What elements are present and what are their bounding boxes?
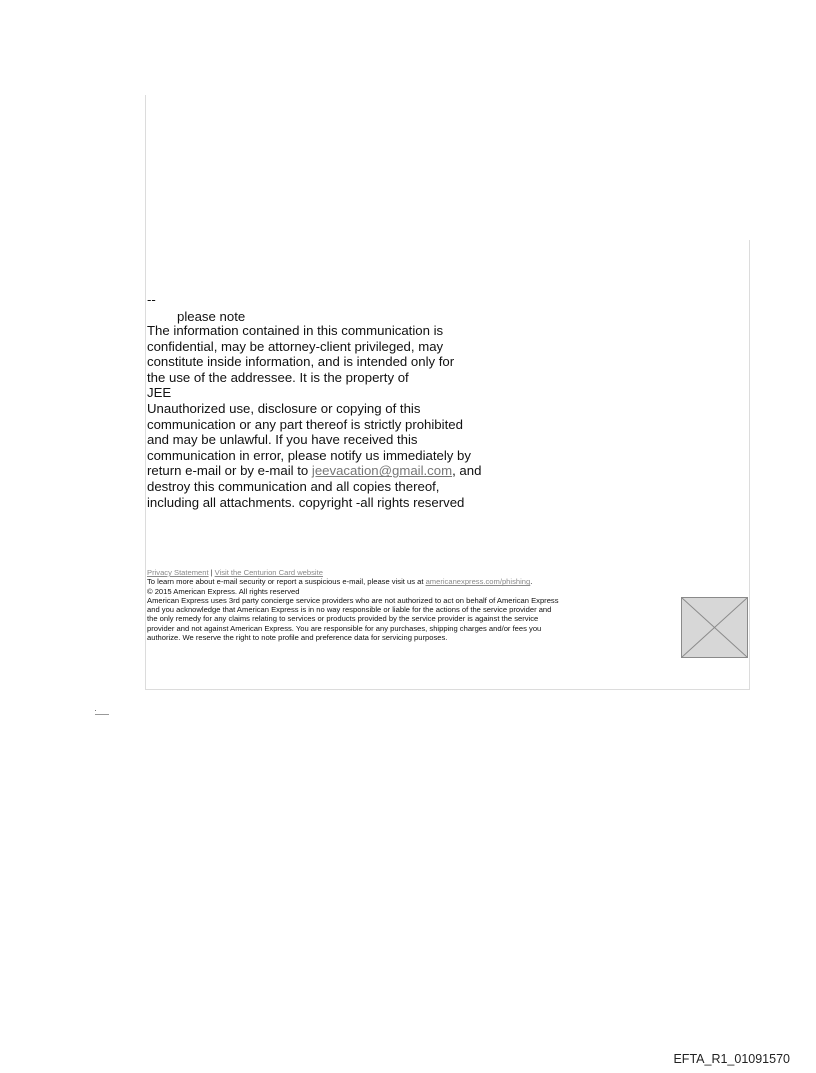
notice-line: constitute inside information, and is intended only for — [147, 354, 455, 370]
notice-line: the use of the addressee. It is the property of — [147, 369, 409, 385]
footer-links-row — [147, 568, 677, 577]
phishing-link[interactable]: americanexpress.com/phishing — [425, 577, 531, 587]
copyright-line: © 2015 American Express. All rights reserved — [147, 586, 300, 596]
disclaimer-line: provider and not against American Express. You are responsible for any purchases, shipping charges and/or fees you — [147, 623, 542, 633]
disclaimer-line: the only remedy for any claims relating to services or products provided by the service provider is against the service — [147, 614, 539, 624]
email-line-prefix: return e-mail or by e-mail to — [147, 463, 312, 479]
notice-line: The information contained in this communication is — [147, 323, 444, 338]
notice-line-email — [147, 463, 567, 479]
disclaimer-line: and you acknowledge that American Express is in no way responsible or liable for the actions of the service provider and — [147, 605, 552, 615]
note-heading: please note — [177, 309, 246, 324]
email-link[interactable]: jeevacation@gmail.com — [311, 463, 453, 479]
notice-line: including all attachments. copyright -all rights reserved — [147, 494, 465, 510]
broken-image-cross — [682, 598, 747, 657]
security-suffix: . — [530, 577, 533, 587]
centurion-card-link[interactable]: Visit the Centurion Card website — [214, 568, 323, 577]
notice-line: Unauthorized use, disclosure or copying of this — [147, 400, 421, 416]
disclaimer-line: authorize. We reserve the right to note profile and preference data for servicing purposes. — [147, 633, 448, 643]
notice-line: communication or any part thereof is strictly prohibited — [147, 416, 463, 432]
notice-line: and may be unlawful. If you have received this — [147, 432, 418, 448]
email-line-suffix: , and — [452, 463, 482, 479]
frame-bottom-border — [145, 689, 750, 690]
document-id: EFTA_R1_01091570 — [673, 1052, 790, 1066]
frame-left-border — [145, 95, 146, 690]
stray-mark — [95, 703, 109, 709]
notice-line: communication in error, please notify us immediately by — [147, 447, 471, 463]
amex-footer — [147, 568, 677, 642]
notice-line: destroy this communication and all copies thereof, — [147, 478, 440, 494]
confidentiality-notice — [147, 323, 567, 510]
broken-image-icon — [681, 597, 748, 658]
privacy-statement-link[interactable]: Privacy Statement — [147, 568, 209, 577]
link-separator: | — [210, 568, 213, 577]
notice-line: confidential, may be attorney-client privileged, may — [147, 338, 444, 354]
signature-separator: -- — [147, 292, 156, 307]
notice-line: JEE — [147, 385, 172, 401]
disclaimer-line: American Express uses 3rd party concierge service providers who are not authorized to act on behalf of American Express — [147, 595, 559, 605]
frame-right-border — [749, 240, 750, 690]
security-line — [147, 577, 677, 586]
security-text: To learn more about e-mail security or report a suspicious e-mail, please visit us at — [147, 577, 426, 587]
